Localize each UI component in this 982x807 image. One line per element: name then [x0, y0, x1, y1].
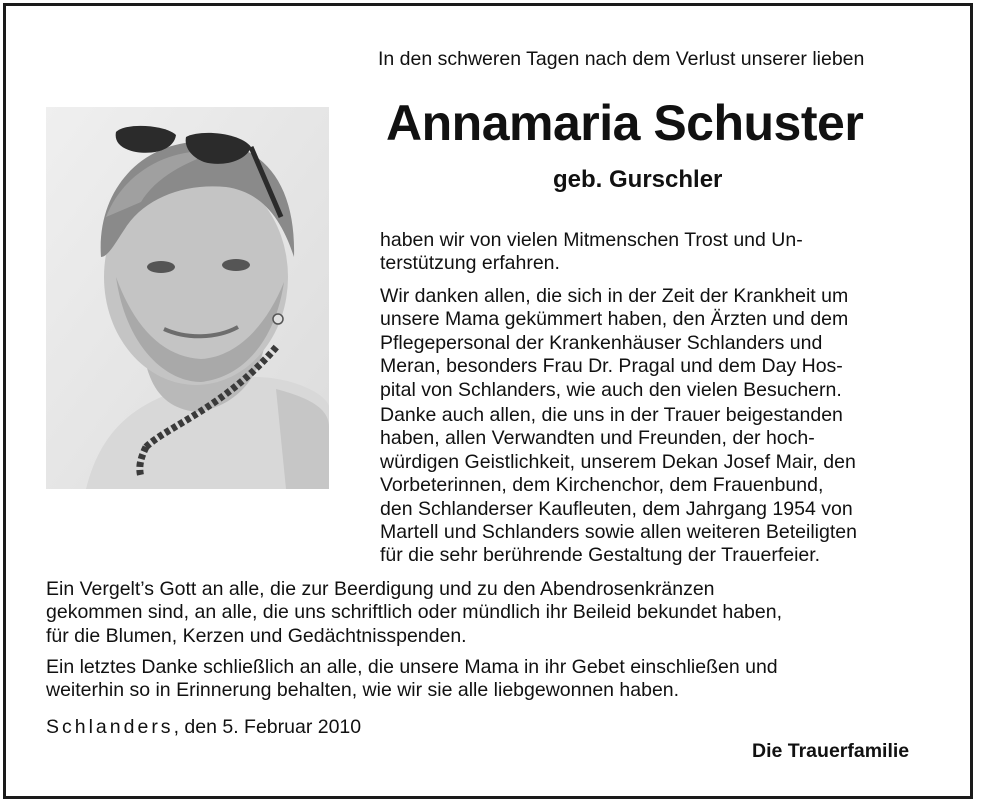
- birth-name: geb. Gurschler: [553, 166, 723, 193]
- date-text: , den 5. Februar 2010: [173, 716, 362, 738]
- portrait-photo: [46, 107, 329, 489]
- deceased-name: Annamaria Schuster: [386, 95, 864, 151]
- paragraph-5: Ein letztes Danke schließlich an alle, die unsere Mama in ihr Gebet einschließen und weiterhin so in Erinnerung behalten, wie wir sie alle liebgewonnen haben.: [46, 656, 778, 702]
- paragraph-4: Ein Vergelt’s Gott an alle, die zur Beerdigung und zu den Abendrosenkränzen gekommen sind, an alle, die uns schriftlich oder mündlich ihr Beileid bekundet haben, für die Blumen, Kerzen und Gedächtnisspenden.: [46, 578, 783, 647]
- place-name: Schlanders: [46, 716, 174, 738]
- paragraph-1: haben wir von vielen Mitmenschen Trost und Un- terstützung erfahren.: [380, 229, 803, 275]
- intro-line: In den schweren Tagen nach dem Verlust unserer lieben: [378, 48, 865, 70]
- place-date: [46, 716, 361, 739]
- paragraph-2: Wir danken allen, die sich in der Zeit der Krankheit um unsere Mama gekümmert haben, den Ärzten und dem Pflegepersonal der Krankenhäuser Schlanders und Meran, besonders Frau Dr. Pragal und dem Day Hos- pital von Schlanders, wie auch den vielen Besuchern.: [380, 285, 849, 401]
- paragraph-3: Danke auch allen, die uns in der Trauer beigestanden haben, allen Verwandten und Freunden, der hoch- würdigen Geistlichkeit, unserem Dekan Josef Mair, den Vorbeterinnen, dem Kirchenchor, dem Frauenbund, den Schlanderser Kaufleuten, dem Jahrgang 1954 von Martell und Schlanders sowie allen weiteren Beteiligten für die sehr berührende Gestaltung der Trauerfeier.: [380, 404, 857, 567]
- signature: Die Trauerfamilie: [752, 740, 910, 762]
